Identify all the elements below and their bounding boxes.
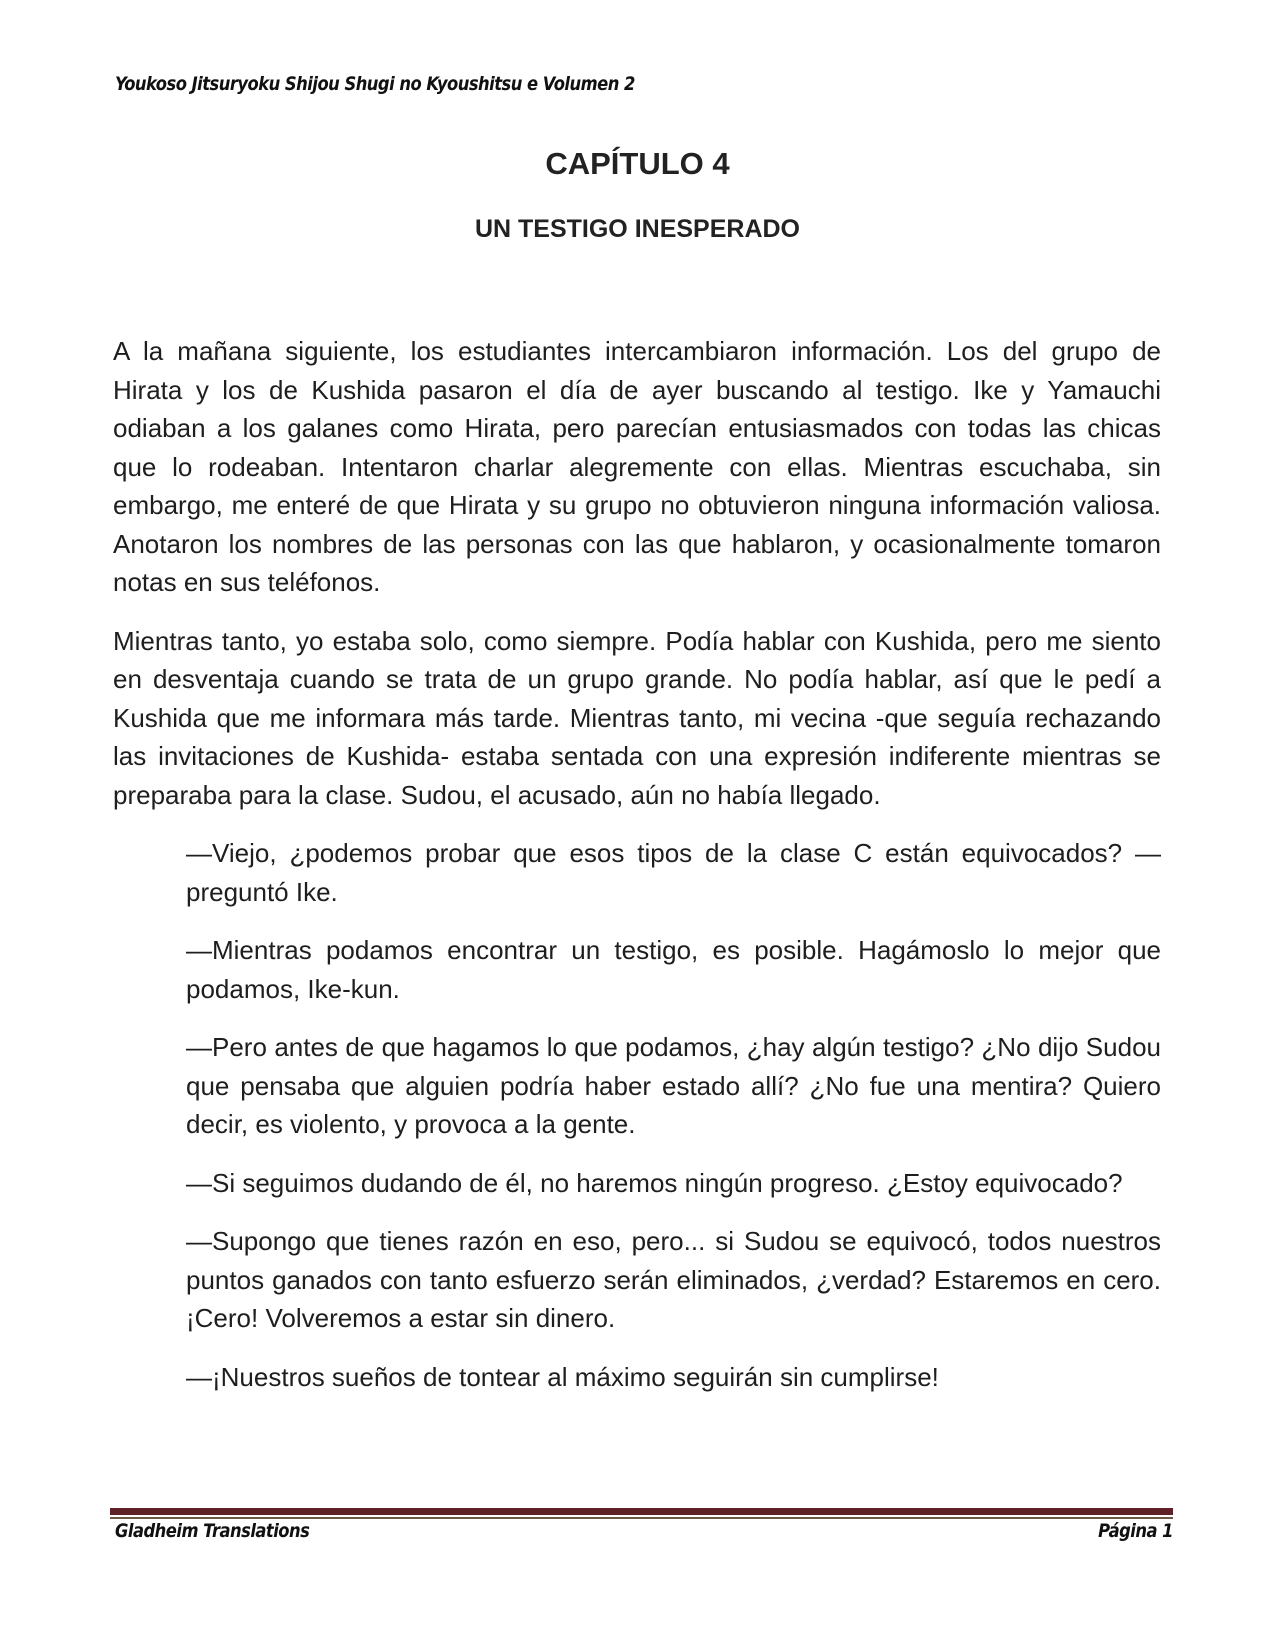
running-header-title: Youkoso Jitsuryoku Shijou Shugi no Kyoushitsu e Volumen 2 bbox=[115, 73, 635, 95]
chapter-title: UN TESTIGO INESPERADO bbox=[474, 215, 801, 243]
paragraph-dialogue: —Mientras podamos encontrar un testigo, es posible. Hagámoslo lo mejor que podamos, Ike-kun. bbox=[186, 935, 1161, 1004]
paragraph-dialogue: —Si seguimos dudando de él, no haremos ningún progreso. ¿Estoy equivocado? bbox=[186, 1167, 1123, 1198]
paragraph-narration: Mientras tanto, yo estaba solo, como siempre. Podía hablar con Kushida, pero me siento en desventaja cuando se trata de un grupo grande. No podía hablar, así que le pedí a Kushida que me informara más tarde. Mientras tanto, mi vecina -que seguía rechazando las invitaciones de Kushida- estaba sentada con una expresión indiferente mientras se preparaba para la clase. Sudou, el acusado, aún no había llegado. bbox=[113, 625, 1161, 810]
paragraph-dialogue: —¡Nuestros sueños de tontear al máximo seguirán sin cumplirse! bbox=[186, 1361, 939, 1392]
paragraph-dialogue: —Pero antes de que hagamos lo que podamos, ¿hay algún testigo? ¿No dijo Sudou que pensaba que alguien podría haber estado allí? ¿No fue una mentira? Quiero decir, es violento, y provoca a la gente. bbox=[186, 1032, 1161, 1139]
chapter-number-label: CAPÍTULO 4 bbox=[545, 146, 730, 181]
footer-publisher: Gladheim Translations bbox=[115, 1520, 310, 1542]
chapter-number bbox=[0, 146, 1275, 182]
footer-divider-thick bbox=[110, 1508, 1173, 1515]
footer-divider bbox=[110, 1508, 1173, 1519]
footer-page-number: Página 1 bbox=[1098, 1520, 1173, 1542]
footer-divider-thin bbox=[110, 1517, 1173, 1519]
paragraph-narration: A la mañana siguiente, los estudiantes intercambiaron información. Los del grupo de Hirata y los de Kushida pasaron el día de ayer buscando al testigo. Ike y Yamauchi odiaban a los galanes como Hirata, pero parecían entusiasmados con todas las chicas que lo rodeaban. Intentaron charlar alegremente con ellas. Mientras escuchaba, sin embargo, me enteré de que Hirata y su grupo no obtuvieron ninguna información valiosa. Anotaron los nombres de las personas con las que hablaron, y ocasionalmente tomaron notas en sus teléfonos. bbox=[113, 336, 1161, 597]
chapter-body bbox=[113, 332, 1161, 1416]
paragraph-dialogue: —Supongo que tienes razón en eso, pero... si Sudou se equivocó, todos nuestros puntos ganados con tanto esfuerzo serán eliminados, ¿verdad? Estaremos en cero. ¡Cero! Volveremos a estar sin dinero. bbox=[186, 1226, 1161, 1333]
paragraph-dialogue: —Viejo, ¿podemos probar que esos tipos de la clase C están equivocados? —preguntó Ike. bbox=[186, 838, 1161, 907]
